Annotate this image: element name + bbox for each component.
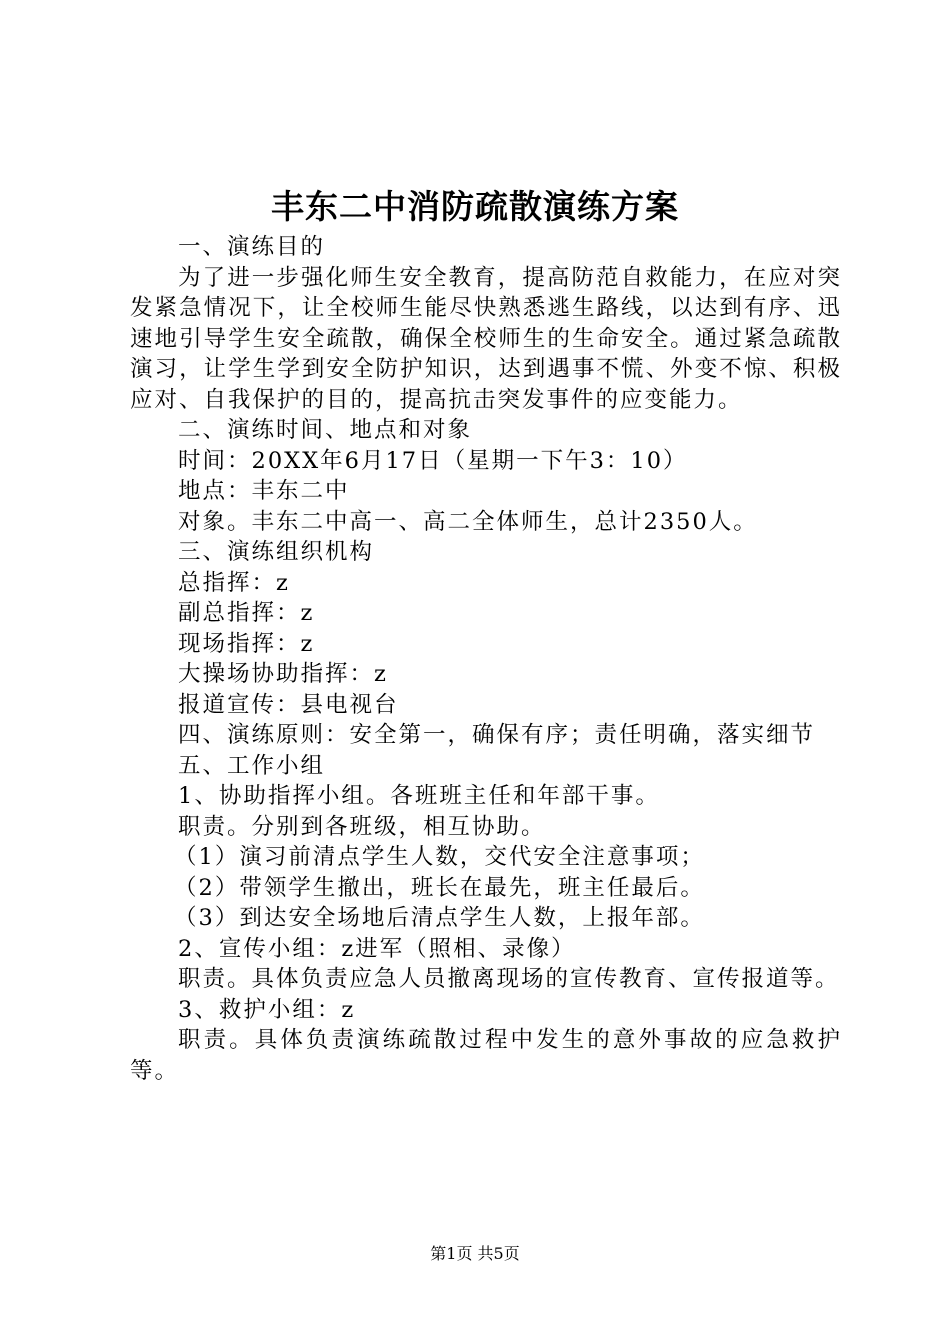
- paragraph-place: 地点：丰东二中: [178, 478, 350, 504]
- paragraph-publicity: 报道宣传：县电视台: [178, 691, 399, 718]
- paragraph-duty-item-2: （2）带领学生撤出，班长在最先，班主任最后。: [174, 874, 705, 901]
- document-title: 丰东二中消防疏散演练方案: [271, 187, 679, 226]
- paragraph-site-commander: 现场指挥：z: [178, 630, 315, 657]
- section-heading-purpose: 一、演练目的: [178, 234, 326, 260]
- section-heading-work-groups: 五、工作小组: [178, 752, 326, 779]
- paragraph-deputy-commander: 副总指挥：z: [178, 600, 315, 626]
- section-heading-principles: 四、演练原则：安全第一，确保有序；责任明确，落实细节: [178, 722, 816, 748]
- paragraph-group-1-duty: 职责。分别到各班级，相互协助。: [178, 813, 546, 840]
- section-heading-time-place: 二、演练时间、地点和对象: [178, 417, 473, 443]
- page-footer: 第1页 共5页: [430, 1244, 520, 1263]
- paragraph-time: 时间：20XX年6月17日（星期一下午3：10）: [178, 447, 688, 474]
- paragraph-duty-item-1: （1）演习前清点学生人数，交代安全注意事项；: [174, 844, 705, 870]
- paragraph-commander: 总指挥：z: [178, 569, 290, 596]
- paragraph-group-1: 1、协助指挥小组。各班班主任和年部干事。: [178, 783, 660, 809]
- paragraph-duty-item-3: （3）到达安全场地后清点学生人数，上报年部。: [174, 905, 705, 931]
- section-heading-organization: 三、演练组织机构: [178, 539, 375, 565]
- paragraph-field-assistant: 大操场协助指挥：z: [178, 661, 388, 687]
- paragraph-group-3-duty: 职责。具体负责演练疏散过程中发生的意外事故的应急救护等。: [130, 1027, 842, 1084]
- paragraph-group-2-duty: 职责。具体负责应急人员撤离现场的宣传教育、宣传报道等。: [178, 966, 840, 992]
- paragraph-group-3: 3、救护小组：z: [178, 996, 356, 1023]
- document-body: [130, 232, 842, 1086]
- paragraph-group-2: 2、宣传小组：z进军（照相、录像）: [178, 935, 576, 962]
- paragraph-participants: 对象。丰东二中高一、高二全体师生，总计2350人。: [178, 508, 758, 535]
- paragraph-purpose: 为了进一步强化师生安全教育，提高防范自救能力，在应对突发紧急情况下，让全校师生能尽快熟悉逃生路线，以达到有序、迅速地引导学生安全疏散，确保全校师生的生命安全。通过紧急疏散演习，让学生学到安全防护知识，达到遇事不慌、外变不惊、积极应对、自我保护的目的，提高抗击突发事件的应变能力。: [130, 264, 842, 413]
